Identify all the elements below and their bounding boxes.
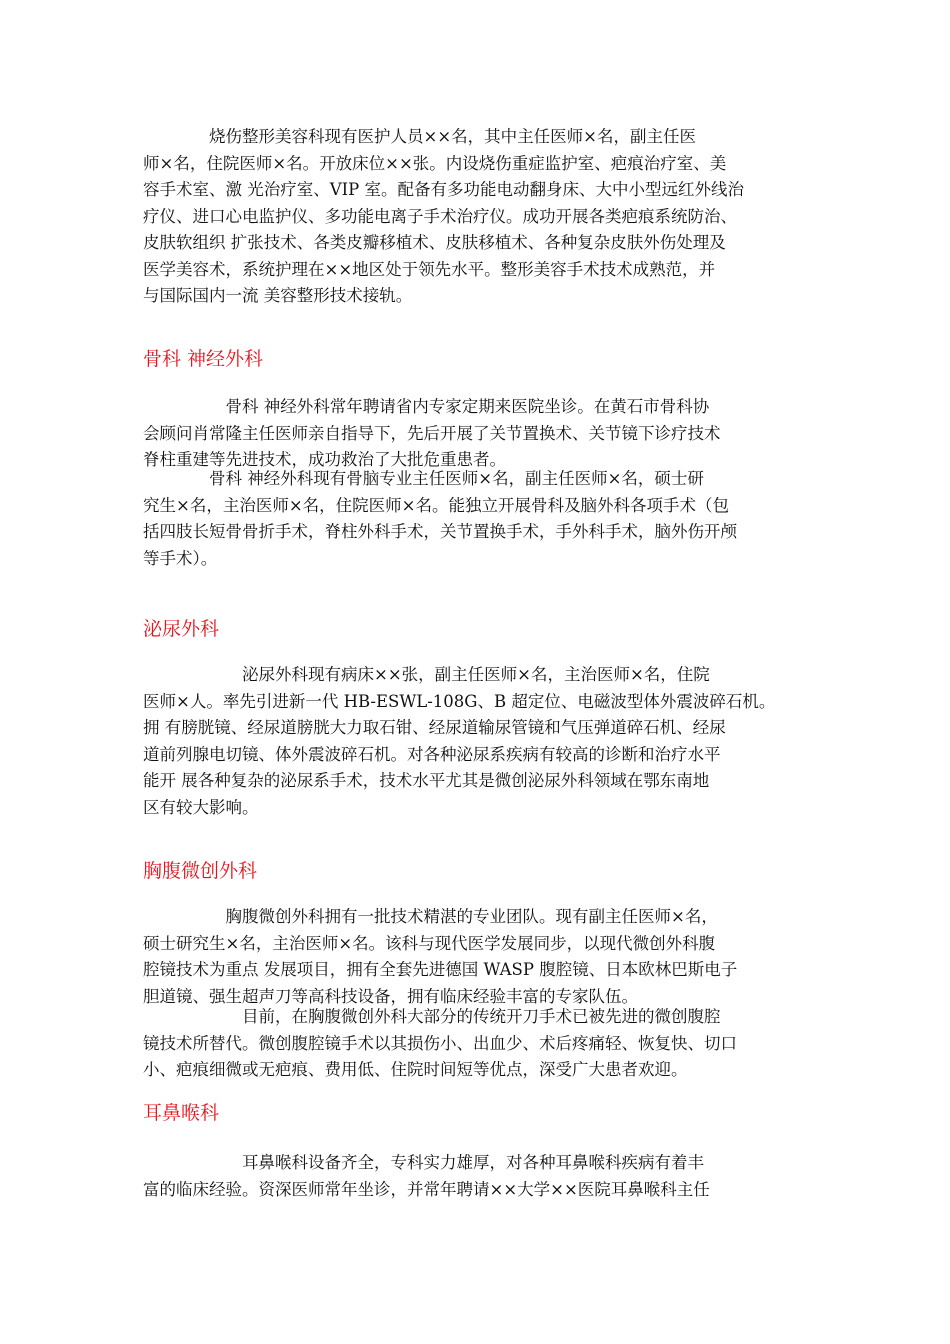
- text-line: 与国际国内一流 美容整形技术接轨。: [143, 286, 413, 305]
- text-line: 括四肢长短骨骨折手术，脊柱外科手术，关节置换手术，手外科手术，脑外伤开颅: [143, 522, 737, 541]
- text-line: 小、疤痕细微或无疤痕、费用低、住院时间短等优点，深受广大患者欢迎。: [143, 1060, 688, 1079]
- text-line: 目前，在胸腹微创外科大部分的传统开刀手术已被先进的微创腹腔: [143, 1007, 721, 1026]
- urology-paragraph-1: [143, 662, 823, 821]
- text-line: 胆道镜、强生超声刀等高科技设备，拥有临床经验丰富的专家队伍。: [143, 986, 638, 1006]
- ortho-heading: 骨科 神经外科: [143, 348, 264, 370]
- text-line: 会顾问肖常隆主任医师亲自指导下，先后开展了关节置换术、关节镜下诊疗技术: [143, 423, 721, 443]
- text-line: 区有较大影响。: [143, 797, 259, 817]
- text-line: 脊柱重建等先进技术，成功救治了大批危重患者。: [143, 450, 506, 469]
- text-line: 泌尿外科现有病床××张，副主任医师×名，主治医师×名，住院: [143, 665, 710, 684]
- thoracic-paragraph-1: [143, 904, 823, 1010]
- thoracic-paragraph-2: [143, 1004, 823, 1084]
- text-line: 烧伤整形美容科现有医护人员××名，其中主任医师×名，副主任医: [143, 127, 696, 146]
- text-line: 胸腹微创外科拥有一批技术精湛的专业团队。现有副主任医师×名，: [143, 907, 718, 926]
- ent-heading: 耳鼻喉科: [143, 1102, 220, 1124]
- text-line: 拥 有膀胱镜、经尿道膀胱大力取石钳、经尿道输尿管镜和气压弹道碎石机、经尿: [143, 718, 726, 737]
- text-line: 富的临床经验。资深医师常年坐诊，并常年聘请××大学××医院耳鼻喉科主任: [143, 1179, 710, 1199]
- text-line: 师×名，住院医师×名。开放床位××张。内设烧伤重症监护室、疤痕治疗室、美: [143, 153, 727, 173]
- ent-paragraph-1: [143, 1150, 823, 1203]
- text-line: 医师×人。率先引进新一代 HB-ESWL-108G、B 超定位、电磁波型体外震波碎石机。: [143, 691, 776, 711]
- text-line: 耳鼻喉科设备齐全，专科实力雄厚，对各种耳鼻喉科疾病有着丰: [143, 1153, 704, 1172]
- text-line: 容手术室、激 光治疗室、VIP 室。配备有多功能电动翻身床、大中小型远红外线治: [143, 180, 745, 199]
- text-line: 镜技术所替代。微创腹腔镜手术以其损伤小、出血少、术后疼痛轻、恢复快、切口: [143, 1033, 737, 1053]
- burn-paragraph-1: [143, 124, 823, 310]
- text-line: 能开 展各种复杂的泌尿系手术，技术水平尤其是微创泌尿外科领域在鄂东南地: [143, 771, 710, 790]
- text-line: 医学美容术，系统护理在××地区处于领先水平。整形美容手术技术成熟范，并: [143, 259, 716, 279]
- text-line: 究生×名，主治医师×名，住院医师×名。能独立开展骨科及脑外科各项手术（包: [143, 495, 729, 515]
- text-line: 皮肤软组织 扩张技术、各类皮瓣移植术、皮肤移植术、各种复杂皮肤外伤处理及: [143, 233, 726, 252]
- ortho-paragraph-2: [143, 466, 823, 572]
- text-line: 硕士研究生×名，主治医师×名。该科与现代医学发展同步，以现代微创外科腹: [143, 933, 716, 953]
- text-line: 腔镜技术为重点 发展项目，拥有全套先进德国 WASP 腹腔镜、日本欧林巴斯电子: [143, 960, 738, 979]
- text-line: 骨科 神经外科现有骨脑专业主任医师×名，副主任医师×名，硕士研: [143, 469, 704, 488]
- text-line: 骨科 神经外科常年聘请省内专家定期来医院坐诊。在黄石市骨科协: [143, 397, 710, 416]
- text-line: 等手术）。: [143, 548, 218, 568]
- text-line: 疗仪、进口心电监护仪、多功能电离子手术治疗仪。成功开展各类疤痕系统防治、: [143, 206, 737, 226]
- urology-heading: 泌尿外科: [143, 618, 220, 640]
- ortho-paragraph-1: [143, 394, 823, 474]
- text-line: 道前列腺电切镜、体外震波碎石机。对各种泌尿系疾病有较高的诊断和治疗水平: [143, 744, 721, 764]
- thoracic-heading: 胸腹微创外科: [143, 860, 258, 882]
